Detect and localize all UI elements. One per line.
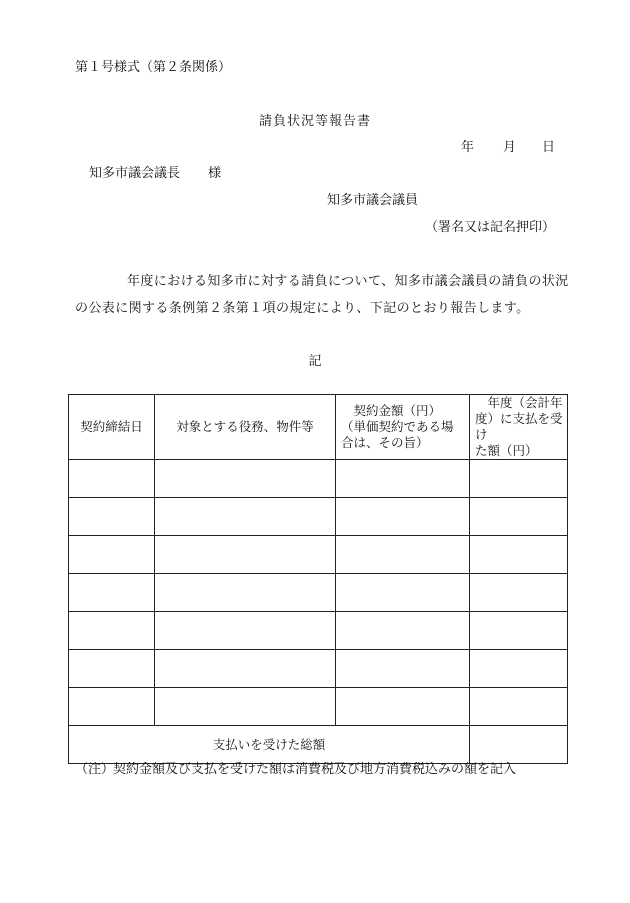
date-year-label: 年: [461, 140, 475, 155]
body-text-line-1: 年度における知多市に対する請負について、知多市議会議員の請負の状況: [127, 274, 569, 289]
table-row: [69, 612, 568, 650]
signature-note: （署名又は記名押印）: [425, 220, 556, 235]
cell-paid-amount[interactable]: [470, 498, 568, 536]
cell-contract-date[interactable]: [69, 612, 155, 650]
table-row: [69, 498, 568, 536]
cell-contract-amount[interactable]: [336, 688, 470, 726]
table-header-row: [69, 395, 568, 460]
cell-paid-amount[interactable]: [470, 650, 568, 688]
body-text-line-2: の公表に関する条例第２条第１項の規定により、下記のとおり報告します。: [75, 301, 530, 316]
cell-target-services[interactable]: [155, 536, 336, 574]
note-text: 契約金額及び支払を受けた額は消費税及び地方消費税込みの額を記入: [113, 762, 517, 777]
cell-contract-amount[interactable]: [336, 498, 470, 536]
cell-target-services[interactable]: [155, 498, 336, 536]
cell-contract-date[interactable]: [69, 498, 155, 536]
cell-paid-amount[interactable]: [470, 460, 568, 498]
ki-label: 記: [308, 354, 322, 369]
table-row: [69, 574, 568, 612]
cell-contract-amount[interactable]: [336, 536, 470, 574]
cell-contract-amount[interactable]: [336, 650, 470, 688]
form-number: 第１号様式（第２条関係）: [75, 60, 232, 75]
cell-contract-date[interactable]: [69, 688, 155, 726]
note-marker: （注）: [75, 762, 115, 777]
cell-target-services[interactable]: [155, 612, 336, 650]
header-paid-amount: 年度（会計年 度）に支払を受け た額（円）: [470, 395, 568, 460]
addressee-name: 知多市議会議長: [89, 166, 181, 181]
cell-paid-amount[interactable]: [470, 574, 568, 612]
cell-contract-date[interactable]: [69, 574, 155, 612]
cell-target-services[interactable]: [155, 574, 336, 612]
cell-contract-amount[interactable]: [336, 460, 470, 498]
total-value-cell[interactable]: [470, 726, 568, 764]
cell-paid-amount[interactable]: [470, 688, 568, 726]
document-title: 請負状況等報告書: [258, 114, 371, 129]
cell-paid-amount[interactable]: [470, 536, 568, 574]
table-row: [69, 460, 568, 498]
header-target-services: 対象とする役務、物件等: [155, 395, 336, 460]
cell-contract-date[interactable]: [69, 536, 155, 574]
table-row: [69, 688, 568, 726]
addressee-honorific: 様: [208, 166, 222, 181]
header-contract-date: 契約締結日: [69, 395, 155, 460]
cell-target-services[interactable]: [155, 650, 336, 688]
date-month-label: 月: [503, 140, 517, 155]
cell-target-services[interactable]: [155, 460, 336, 498]
total-label: 支払いを受けた総額: [69, 726, 470, 764]
cell-contract-date[interactable]: [69, 650, 155, 688]
cell-contract-date[interactable]: [69, 460, 155, 498]
table-row: [69, 650, 568, 688]
cell-contract-amount[interactable]: [336, 574, 470, 612]
report-table: [68, 394, 568, 764]
reporter-title: 知多市議会議員: [327, 193, 419, 208]
cell-paid-amount[interactable]: [470, 612, 568, 650]
date-day-label: 日: [542, 140, 556, 155]
total-row: [69, 726, 568, 764]
cell-contract-amount[interactable]: [336, 612, 470, 650]
table-row: [69, 536, 568, 574]
header-contract-amount: 契約金額（円） （単価契約である場 合は、その旨）: [336, 395, 470, 460]
cell-target-services[interactable]: [155, 688, 336, 726]
